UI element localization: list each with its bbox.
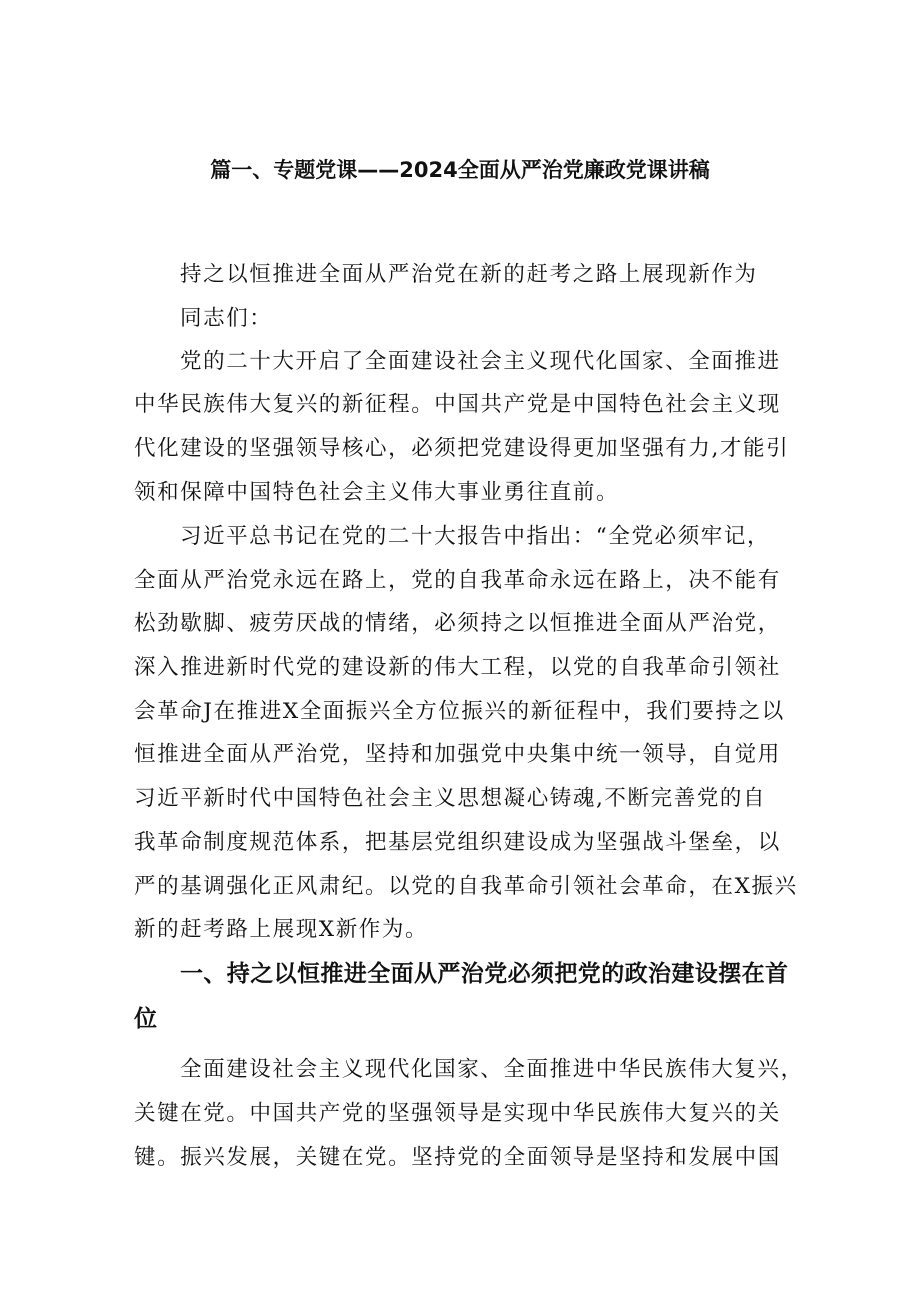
paragraph-line: 关键在党。中国共产党的坚强领导是实现中华民族伟大复兴的关: [134, 1101, 781, 1126]
paragraph-line: 代化建设的坚强领导核心，必须把党建设得更加坚强有力,才能引: [134, 436, 790, 461]
paragraph-line: 严的基调强化正风肃纪。以党的自我革命引领社会革命，在X振兴: [134, 874, 798, 899]
paragraph-line: 领和保障中国特色社会主义伟大事业勇往直前。: [134, 480, 620, 505]
paragraph-line: 习近平总书记在党的二十大报告中指出：“全党必须牢记，: [180, 524, 771, 549]
paragraph-line: 键。振兴发展，关键在党。坚持党的全面领导是坚持和发展中国: [134, 1145, 781, 1170]
salutation: 同志们：: [180, 306, 273, 331]
paragraph-line: 党的二十大开启了全面建设社会主义现代化国家、全面推进: [180, 349, 781, 374]
paragraph-line: 全面从严治党永远在路上，党的自我革命永远在路上，决不能有: [134, 568, 781, 593]
paragraph-line: 恒推进全面从严治党，坚持和加强党中央集中统一领导，自觉用: [134, 742, 781, 767]
paragraph-line: 我革命制度规范体系，把基层党组织建设成为坚强战斗堡垒，以: [134, 830, 781, 855]
section-heading: 一、持之以恒推进全面从严治党必须把党的政治建设摆在首: [180, 961, 789, 987]
document-title: 篇一、专题党课——2024全面从严治党廉政党课讲稿: [210, 158, 710, 182]
section-heading-continued: 位: [134, 1006, 158, 1032]
paragraph-line: 中华民族伟大复兴的新征程。中国共产党是中国特色社会主义现: [134, 392, 781, 417]
paragraph-line: 松劲歇脚、疲劳厌战的情绪，必须持之以恒推进全面从严治党，: [134, 611, 781, 636]
paragraph-line: 新的赶考路上展现X新作为。: [134, 917, 429, 942]
paragraph-line: 会革命J在推进X全面振兴全方位振兴的新征程中，我们要持之以: [134, 699, 785, 724]
document-subtitle: 持之以恒推进全面从严治党在新的赶考之路上展现新作为: [180, 262, 758, 287]
paragraph-line: 习近平新时代中国特色社会主义思想凝心铸魂,不断完善党的自: [134, 786, 767, 811]
paragraph-line: 深入推进新时代党的建设新的伟大工程，以党的自我革命引领社: [134, 655, 781, 680]
paragraph-line: 全面建设社会主义现代化国家、全面推进中华民族伟大复兴，: [180, 1057, 804, 1082]
